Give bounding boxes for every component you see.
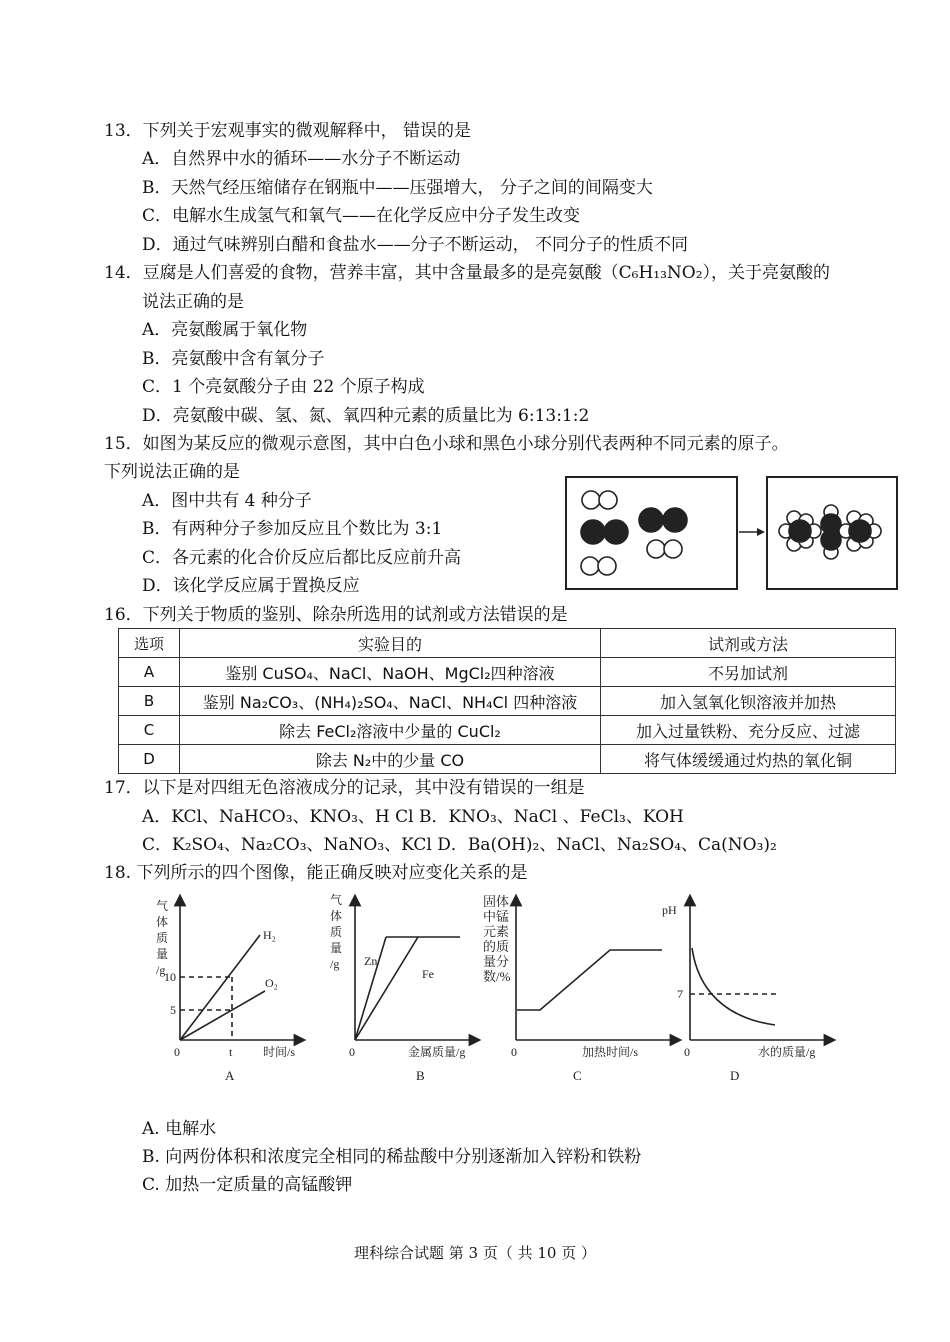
q16-stem: 16．下列关于物质的鉴别、除杂所选用的试剂或方法错误的是 — [104, 605, 568, 625]
q15-option-a: A．图中共有 4 种分子 — [142, 491, 312, 511]
q13-stem: 13．下列关于宏观事实的微观解释中， 错误的是 — [104, 121, 472, 141]
graph-c — [516, 900, 676, 1040]
graph-b-ylabel-4: 量 — [330, 941, 343, 955]
q17-stem: 17．以下是对四组无色溶液成分的记录，其中没有错误的一组是 — [104, 778, 585, 798]
table-row — [119, 716, 896, 745]
graph-a — [180, 900, 300, 1040]
graph-c-ylabel-5: 元 — [483, 924, 497, 939]
table-cell: A — [119, 658, 180, 687]
fe-line — [355, 937, 418, 1040]
graph-c-ylabel-11: 数/% — [483, 969, 511, 984]
q18-option-a: A. 电解水 — [142, 1119, 217, 1139]
table-header-cell: 试剂或方法 — [601, 629, 896, 658]
ph-curve — [692, 948, 775, 1025]
table-row — [119, 745, 896, 774]
table-cell: B — [119, 687, 180, 716]
graph-c-xlabel: 加热时间/s — [582, 1045, 639, 1059]
graph-c-ylabel-10: 分 — [496, 954, 510, 969]
table-header-cell: 实验目的 — [180, 629, 601, 658]
graph-b-fe-label: Fe — [422, 967, 434, 981]
graph-a-ylabel-3: 质 — [156, 931, 169, 945]
table-cell: 加入过量铁粉、充分反应、过滤 — [601, 716, 896, 745]
q15-option-c: C．各元素的化合价反应后都比反应前升高 — [142, 548, 462, 568]
graph-a-ylabel-4: 量 — [156, 947, 169, 961]
graph-b-ylabel-2: 体 — [330, 909, 343, 923]
graph-a-origin: 0 — [174, 1045, 180, 1059]
graph-d-xlabel: 水的质量/g — [758, 1045, 816, 1059]
table-cell: 将气体缓缓通过灼热的氧化铜 — [601, 745, 896, 774]
graph-b-ylabel-1: 气 — [330, 893, 343, 907]
mn-fraction-line — [517, 950, 662, 1010]
graph-b — [355, 900, 475, 1040]
table-cell: C — [119, 716, 180, 745]
graph-a-ylabel-2: 体 — [156, 915, 169, 929]
graph-a-t: t — [229, 1045, 233, 1059]
graph-d-caption: D — [730, 1068, 740, 1083]
graph-d-ylabel: pH — [662, 903, 677, 917]
table-header-cell: 选项 — [119, 629, 180, 658]
graph-a-tick-5: 5 — [170, 1003, 176, 1017]
graph-a-caption: A — [225, 1068, 235, 1083]
graph-c-ylabel-4: 锰 — [496, 909, 510, 924]
graph-b-xlabel: 金属质量/g — [408, 1045, 466, 1059]
q18-graphs — [150, 890, 850, 1090]
graph-c-ylabel-3: 中 — [483, 909, 497, 924]
arrow-icon — [757, 528, 765, 536]
table-cell: 除去 N₂中的少量 CO — [180, 745, 601, 774]
q16-table — [118, 628, 896, 774]
graph-c-ylabel-6: 素 — [496, 924, 510, 939]
q18-option-b: B. 向两份体积和浓度完全相同的稀盐酸中分别逐渐加入锌粉和铁粉 — [142, 1147, 642, 1167]
o2-line — [180, 991, 265, 1040]
graph-c-ylabel-7: 的 — [483, 939, 497, 954]
graph-a-tick-10: 10 — [164, 970, 176, 984]
q17-options-cd: C．K₂SO₄、Na₂CO₃、NaNO₃、KCl D．Ba(OH)₂、NaCl、Na₂SO₄、Ca(NO₃)₂ — [142, 835, 777, 855]
graph-a-ylabel-1: 气 — [156, 899, 169, 913]
table-cell: 不另加试剂 — [601, 658, 896, 687]
q15-stem-cont: 下列说法正确的是 — [104, 462, 240, 482]
q14-stem-cont: 说法正确的是 — [142, 292, 244, 312]
q15-stem: 15．如图为某反应的微观示意图，其中白色小球和黑色小球分别代表两种不同元素的原子。 — [104, 434, 789, 454]
q14-option-c: C．1 个亮氨酸分子由 22 个原子构成 — [142, 377, 425, 397]
q13-option-a: A．自然界中水的循环——水分子不断运动 — [142, 149, 461, 169]
q13-option-c: C．电解水生成氢气和氧气——在化学反应中分子发生改变 — [142, 206, 581, 226]
graph-a-xlabel: 时间/s — [263, 1045, 296, 1059]
table-cell: 鉴别 CuSO₄、NaCl、NaOH、MgCl₂四种溶液 — [180, 658, 601, 687]
graph-c-caption: C — [573, 1068, 582, 1083]
reaction-diagram — [563, 474, 903, 592]
q17-options-ab: A．KCl、NaHCO₃、KNO₃、H Cl B．KNO₃、NaCl 、FeCl₃、KOH — [142, 807, 684, 827]
h2-line — [180, 935, 260, 1040]
graph-b-ylabel-3: 质 — [330, 925, 343, 939]
graph-b-origin: 0 — [349, 1045, 355, 1059]
q14-stem: 14．豆腐是人们喜爱的食物，营养丰富，其中含量最多的是亮氨酸（C₆H₁₃NO₂），关于亮氨酸的 — [104, 263, 831, 283]
graph-b-ylabel-5: /g — [330, 957, 340, 971]
graph-b-zn-label: Zn — [364, 954, 378, 968]
graph-d-origin: 0 — [684, 1045, 690, 1059]
table-row — [119, 658, 896, 687]
q14-option-b: B．亮氨酸中含有氧分子 — [142, 349, 325, 369]
q14-option-a: A．亮氨酸属于氧化物 — [142, 320, 308, 340]
graph-b-caption: B — [416, 1068, 425, 1083]
q14-option-d: D．亮氨酸中碳、氢、氮、氧四种元素的质量比为 6:13:1:2 — [142, 406, 590, 426]
q15-option-d: D．该化学反应属于置换反应 — [142, 576, 360, 596]
q18-option-c: C. 加热一定质量的高锰酸钾 — [142, 1175, 353, 1195]
table-cell: 加入氢氧化钡溶液并加热 — [601, 687, 896, 716]
q13-option-b: B．天然气经压缩储存在钢瓶中——压强增大， 分子之间的间隔变大 — [142, 178, 653, 198]
graph-c-ylabel-2: 体 — [496, 894, 510, 909]
table-cell: D — [119, 745, 180, 774]
table-row — [119, 687, 896, 716]
graph-d-tick-7: 7 — [677, 987, 683, 1001]
graph-a-ylabel-5: /g — [156, 963, 166, 977]
zn-line — [355, 937, 386, 1040]
q13-option-d: D．通过气味辨别白醋和食盐水——分子不断运动， 不同分子的性质不同 — [142, 235, 689, 255]
q18-stem: 18. 下列所示的四个图像，能正确反映对应变化关系的是 — [104, 863, 528, 883]
graph-a-o2-label: O₂ — [265, 976, 278, 990]
graph-c-ylabel-8: 质 — [496, 939, 510, 954]
graph-a-h2-label: H₂ — [263, 928, 276, 942]
table-cell: 鉴别 Na₂CO₃、(NH₄)₂SO₄、NaCl、NH₄Cl 四种溶液 — [180, 687, 601, 716]
table-header-row — [119, 629, 896, 658]
graph-c-ylabel-9: 量 — [483, 954, 497, 969]
page-footer: 理科综合试题 第 3 页（ 共 10 页 ） — [353, 1244, 596, 1262]
table-cell: 除去 FeCl₂溶液中少量的 CuCl₂ — [180, 716, 601, 745]
graph-c-ylabel-1: 固 — [483, 894, 497, 909]
graph-c-origin: 0 — [511, 1045, 517, 1059]
graph-d — [690, 900, 830, 1040]
q15-option-b: B．有两种分子参加反应且个数比为 3:1 — [142, 519, 443, 539]
